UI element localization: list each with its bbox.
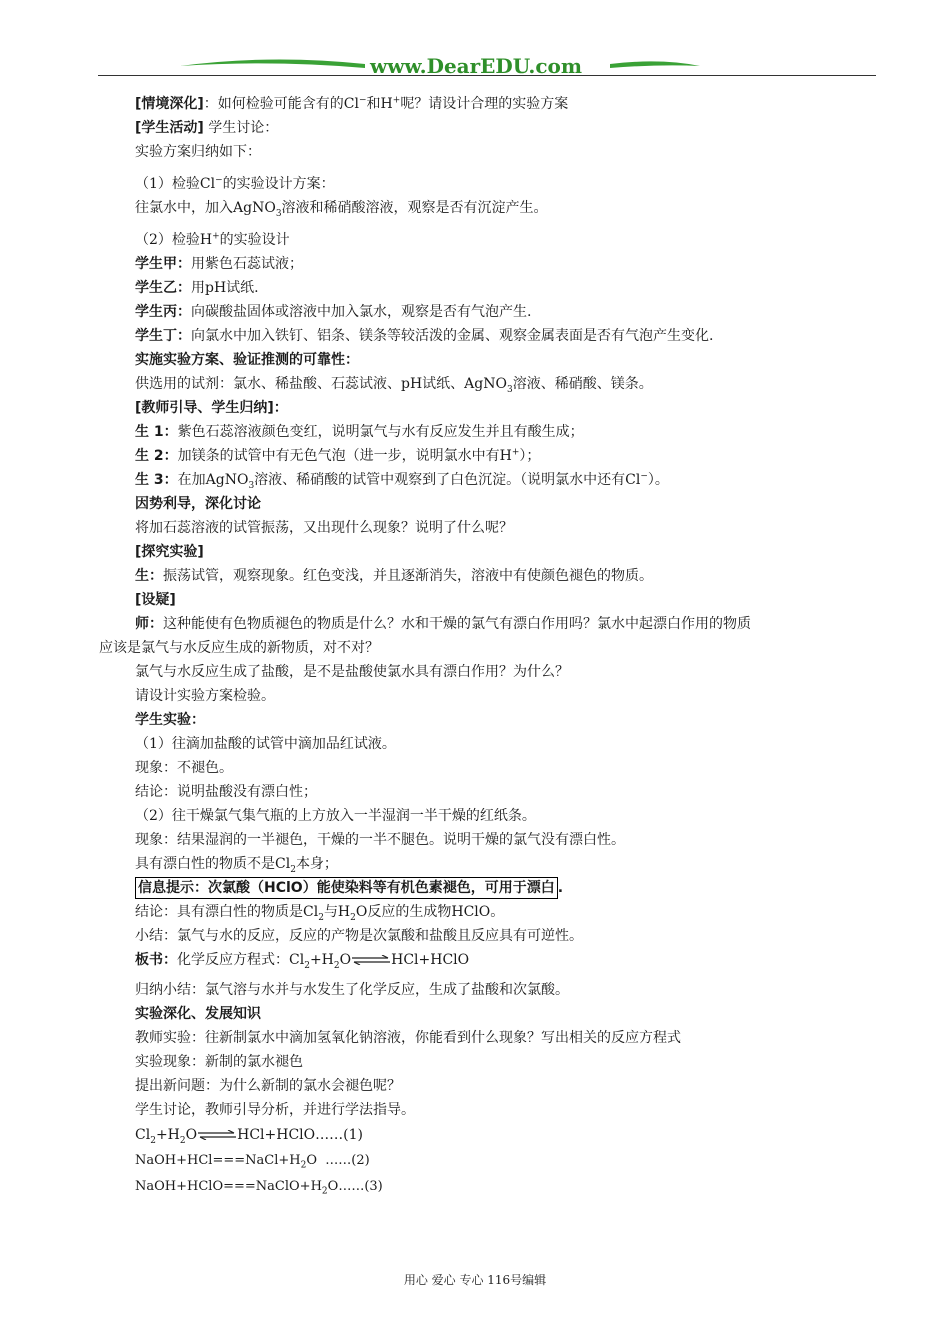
section-heading: [设疑]	[135, 592, 176, 608]
paragraph: （1）检验Cl−的实验设计方案：	[135, 175, 335, 192]
info-tip-box: 信息提示：次氯酸（HClO）能使染料等有机色素褪色，可用于漂白	[135, 877, 558, 899]
section-heading: 因势利导，深化讨论	[135, 496, 261, 512]
paragraph: 往氯水中，加入AgNO$_3$溶液和稀硝酸溶液，观察是否有沉淀产生。	[135, 200, 548, 219]
paragraph: （1）往滴加盐酸的试管中滴加品红试液。	[135, 736, 396, 752]
document-body	[99, 92, 880, 1200]
paragraph: 学生乙：用pH试纸.	[135, 280, 259, 296]
equations	[135, 1122, 880, 1200]
paragraph: 学生讨论，教师引导分析，并进行学法指导。	[135, 1102, 415, 1118]
site-name: www.DearEDU.com	[370, 54, 583, 78]
section-heading: [教师引导、学生归纳]：	[135, 400, 288, 416]
equation-3: $NaOH+HClO===NaClO+H_2O\dots\dots(3)$	[135, 1179, 383, 1197]
equation-2: $NaOH+HCl===NaCl+H_2O$ ……(2)	[135, 1153, 370, 1171]
paragraph: 板书：化学反应方程式：$Cl_2+H_2O$ HCl+HClO	[135, 952, 470, 971]
paragraph: 实验方案归纳如下：	[135, 144, 261, 160]
paragraph: 现象：结果湿润的一半褪色，干燥的一半不腿色。说明干燥的氯气没有漂白性。	[135, 832, 625, 848]
header-rule	[98, 75, 876, 76]
reversible-arrow-icon	[352, 955, 390, 965]
paragraph: 小结：氯气与水的反应，反应的产物是次氯酸和盐酸且反应具有可逆性。	[135, 928, 583, 944]
paragraph: 结论：具有漂白性的物质是$Cl_2$与$H_2O$反应的生成物HClO。	[135, 904, 505, 923]
paragraph: 教师实验：往新制氯水中滴加氢氧化钠溶液，你能看到什么现象？写出相关的反应方程式	[135, 1030, 681, 1046]
paragraph: 将加石蕊溶液的试管振荡，又出现什么现象？说明了什么呢？	[135, 520, 513, 536]
paragraph: 结论：说明盐酸没有漂白性；	[135, 784, 317, 800]
section-heading: 学生实验：	[135, 712, 205, 728]
paragraph: （2）检验H+的实验设计	[135, 231, 290, 248]
paragraph: 实验现象：新制的氯水褪色	[135, 1054, 303, 1070]
paragraph: 归纳小结：氯气溶与水并与水发生了化学反应，生成了盐酸和次氯酸。	[135, 982, 569, 998]
section-heading: 实施实验方案、验证推测的可靠性：	[135, 352, 359, 368]
paragraph: 师：这种能使有色物质褪色的物质是什么？水和干燥的氯气有漂白作用吗？氯水中起漂白作用的物质	[135, 616, 751, 632]
paragraph: 学生丁：向氯水中加入铁钉、铝条、镁条等较活泼的金属、观察金属表面是否有气泡产生变化.	[135, 328, 714, 344]
paragraph: 学生丙：向碳酸盐固体或溶液中加入氯水，观察是否有气泡产生.	[135, 304, 532, 320]
paragraph: 氯气与水反应生成了盐酸，是不是盐酸使氯水具有漂白作用？为什么？	[135, 664, 569, 680]
paragraph: 应该是氯气与水反应生成的新物质，对不对？	[99, 640, 379, 656]
paragraph: 生 3：在加AgNO$_3$溶液、稀硝酸的试管中观察到了白色沉淀。（说明氯水中还有Cl−）。	[135, 471, 669, 491]
paragraph: [情境深化]：如何检验可能含有的Cl−和H+呢？请设计合理的实验方案	[135, 95, 569, 112]
paragraph: 生 1：紫色石蕊溶液颜色变红，说明氯气与水有反应发生并且有酸生成；	[135, 424, 584, 440]
paragraph: 生 2：加镁条的试管中有无色气泡（进一步，说明氯水中有H+）；	[135, 447, 541, 464]
section-heading: 实验深化、发展知识	[135, 1006, 261, 1022]
paragraph: 请设计实验方案检验。	[135, 688, 275, 704]
paragraph: 提出新问题：为什么新制的氯水会褪色呢？	[135, 1078, 401, 1094]
paragraph: 生：振荡试管，观察现象。红色变浅，并且逐渐消失，溶液中有使颜色褪色的物质。	[135, 568, 653, 584]
reversible-arrow-icon	[198, 1130, 236, 1140]
info-tip: 信息提示：次氯酸（HClO）能使染料等有机色素褪色，可用于漂白 .	[135, 876, 880, 900]
paragraph: 供选用的试剂：氯水、稀盐酸、石蕊试液、pH试纸、AgNO$_3$溶液、稀硝酸、镁条。	[135, 376, 653, 395]
section-heading: [探究实验]	[135, 544, 204, 560]
paragraph: 现象：不褪色。	[135, 760, 233, 776]
paragraph: 具有漂白性的物质不是$Cl_2$本身；	[135, 856, 338, 875]
paragraph: 学生甲：用紫色石蕊试液；	[135, 256, 303, 272]
page-footer: 用心 爱心 专心 116号编辑	[403, 1273, 547, 1287]
header-logo	[180, 50, 700, 78]
paragraph: （2）往干燥氯气集气瓶的上方放入一半湿润一半干燥的红纸条。	[135, 808, 536, 824]
equation-1: $Cl_2+H_2O$ HCl+HClO……(1)	[135, 1127, 363, 1146]
paragraph: [学生活动] 学生讨论：	[135, 120, 279, 136]
